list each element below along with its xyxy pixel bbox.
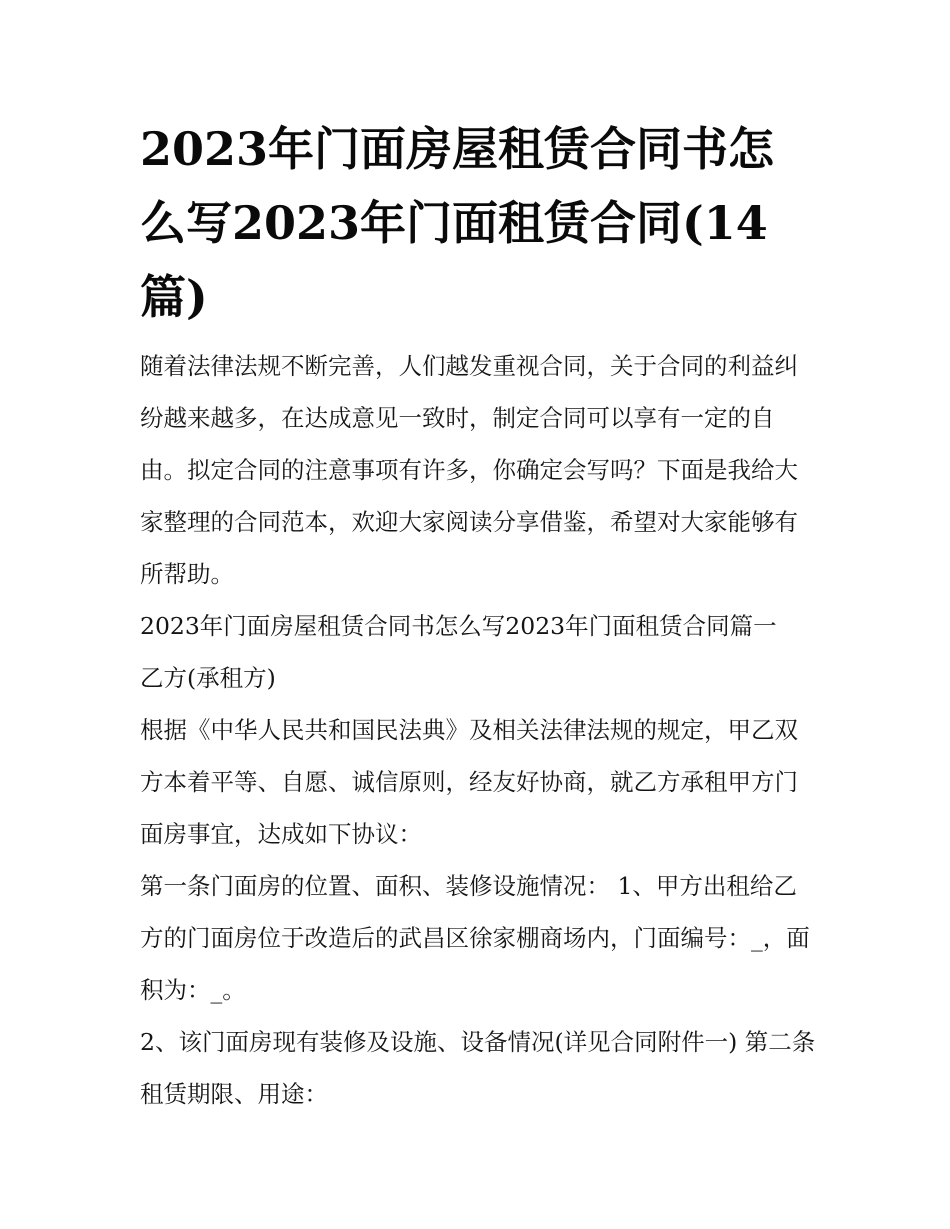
document-title: 2023年门面房屋租赁合同书怎么写2023年门面租赁合同(14篇)	[140, 122, 775, 324]
article-one-paragraph: 第一条门面房的位置、面积、装修设施情况： 1、甲方出租给乙方的门面房位于改造后的武昌区徐家棚商场内，门面编号：_，面积为：_。	[140, 872, 810, 1004]
article-one-item-two: 2、该门面房现有装修及设施、设备情况(详见合同附件一) 第二条租赁期限、用途：	[140, 1028, 816, 1108]
legal-basis-paragraph: 根据《中华人民共和国民法典》及相关法律法规的规定，甲乙双方本着平等、自愿、诚信原则，经友好协商，就乙方承租甲方门面房事宜，达成如下协议：	[140, 716, 798, 848]
tenant-label: 乙方(承租方)	[140, 664, 276, 692]
intro-paragraph: 随着法律法规不断完善，人们越发重视合同，关于合同的利益纠纷越来越多，在达成意见一致时，制定合同可以享有一定的自由。拟定合同的注意事项有许多，你确定会写吗？下面是我给大家整理的合同范本，欢迎大家阅读分享借鉴，希望对大家能够有所帮助。	[140, 352, 798, 588]
section-heading: 2023年门面房屋租赁合同书怎么写2023年门面租赁合同篇一	[140, 612, 777, 640]
document-body	[140, 112, 820, 1120]
